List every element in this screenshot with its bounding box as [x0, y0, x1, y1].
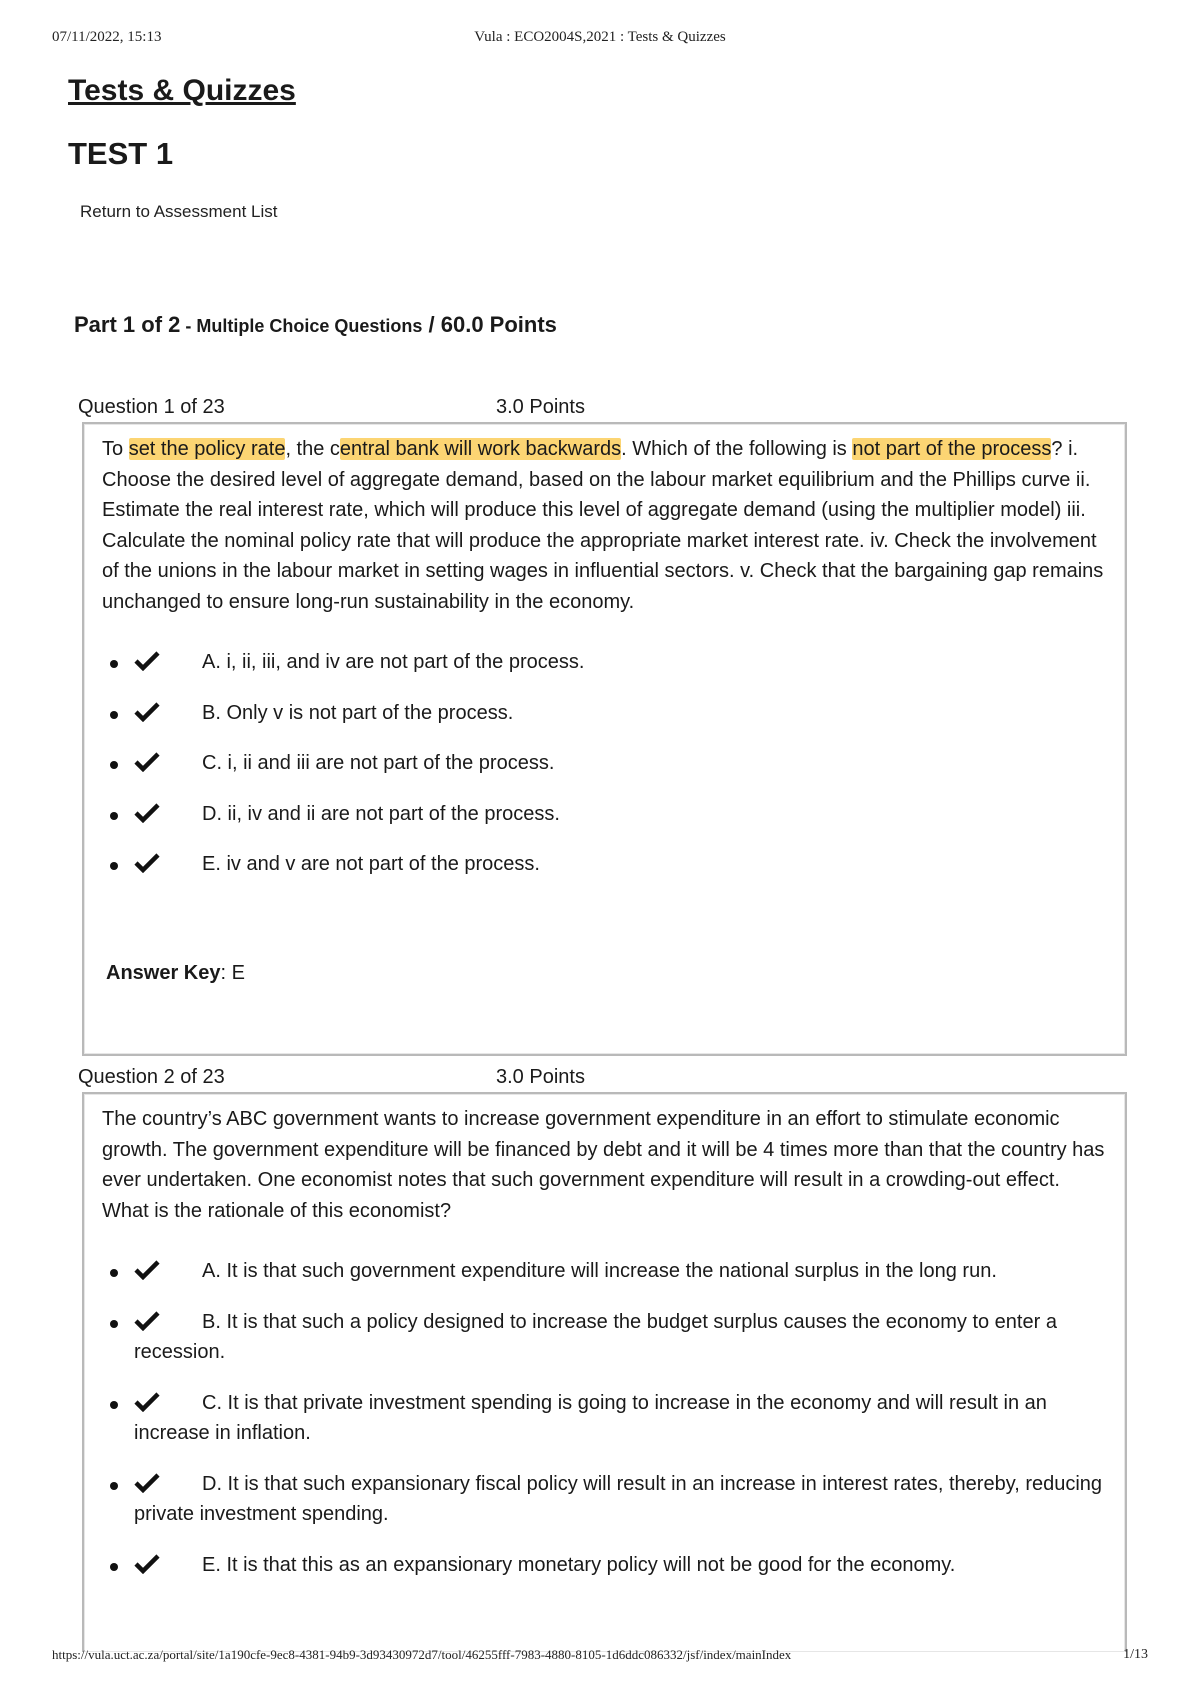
highlighted-text: set the policy rate	[128, 438, 286, 460]
part-title: Multiple Choice Questions	[196, 316, 423, 336]
checkmark-icon	[134, 1260, 168, 1280]
test-title: TEST 1	[68, 136, 174, 171]
answer-option	[102, 1388, 1109, 1449]
answer-option	[102, 799, 1109, 830]
tool-title: Tests & Quizzes	[68, 74, 296, 107]
bullet-icon	[110, 1563, 118, 1571]
print-page-number: 1/13	[1123, 1647, 1148, 1662]
question-text	[102, 434, 1109, 617]
answer-text: B. Only v is not part of the process.	[202, 701, 514, 724]
highlighted-text: entral bank will work backwards	[339, 438, 622, 460]
part-heading	[74, 312, 557, 338]
print-url: https://vula.uct.ac.za/portal/site/1a190cfe-9ec8-4381-94b9-3d93430972d7/tool/46255fff-7983-4880-8105-1d6ddc086332/jsf/index/mainIndex	[52, 1647, 792, 1662]
question-number: Question 1 of 23	[78, 396, 225, 418]
answer-text: B. It is that such a policy designed to increase the budget surplus causes the economy to enter a recession.	[134, 1310, 1057, 1363]
answer-text: D. ii, iv and ii are not part of the process.	[202, 802, 560, 825]
question-box	[82, 1092, 1127, 1652]
answer-text: D. It is that such expansionary fiscal policy will result in an increase in interest rates, thereby, reducing private investment spending.	[134, 1472, 1103, 1525]
bullet-icon	[110, 660, 118, 668]
question-box	[82, 422, 1127, 1056]
answer-list	[102, 1256, 1109, 1580]
answer-text: A. i, ii, iii, and iv are not part of the process.	[202, 651, 585, 673]
answer-key-value: : E	[220, 961, 245, 984]
return-to-assessment-list-link[interactable]: Return to Assessment List	[80, 202, 278, 221]
bullet-icon	[110, 812, 118, 820]
answer-text: C. i, ii and iii are not part of the process.	[202, 752, 555, 774]
part-points: / 60.0 Points	[422, 312, 557, 337]
bullet-icon	[110, 1269, 118, 1277]
answer-option	[102, 1469, 1109, 1530]
question-text-segment: To	[102, 438, 129, 460]
answer-option	[102, 1307, 1109, 1368]
question-text-segment: . Which of the following is	[621, 438, 853, 460]
part-label: Part 1 of 2	[74, 312, 181, 337]
question-points: 3.0 Points	[496, 1066, 585, 1088]
checkmark-icon	[134, 1473, 168, 1493]
bullet-icon	[110, 761, 118, 769]
checkmark-icon	[134, 1554, 168, 1574]
answer-text: C. It is that private investment spending is going to increase in the economy and will result in an increase in inflation.	[134, 1391, 1047, 1444]
bullet-icon	[110, 1320, 118, 1328]
answer-text: E. iv and v are not part of the process.	[202, 853, 540, 875]
answer-option	[102, 698, 1109, 729]
checkmark-icon	[134, 702, 168, 722]
checkmark-icon	[134, 651, 168, 671]
answer-text: E. It is that this as an expansionary monetary policy will not be good for the economy.	[202, 1553, 956, 1576]
answer-option	[102, 1256, 1109, 1287]
answer-key	[102, 962, 1109, 985]
answer-text: A. It is that such government expenditure will increase the national surplus in the long run.	[202, 1260, 997, 1282]
answer-list	[102, 647, 1109, 880]
question-text-segment: ? i. Choose the desired level of aggregate demand, based on the labour market equilibrium and the Phillips curve ii. Estimate the real interest rate, which will produce this level of aggregate demand (using the multiplier model) iii. Calculate the nominal policy rate that will produce the appropriate market interest rate. iv. Check the involvement of the unions in the labour market in setting wages in influential sectors. v. Check that the bargaining gap remains unchanged to ensure long-run sustainability in the economy.	[102, 438, 1104, 613]
checkmark-icon	[134, 803, 168, 823]
answer-key-label: Answer Key	[106, 961, 221, 984]
bullet-icon	[110, 862, 118, 870]
bullet-icon	[110, 1482, 118, 1490]
print-datetime: 07/11/2022, 15:13	[52, 29, 162, 45]
checkmark-icon	[134, 752, 168, 772]
answer-option	[102, 1550, 1109, 1581]
part-separator: -	[180, 316, 197, 336]
bullet-icon	[110, 711, 118, 719]
bullet-icon	[110, 1401, 118, 1409]
answer-option	[102, 748, 1109, 779]
question-text: The country’s ABC government wants to increase government expenditure in an effort to stimulate economic growth. The government expenditure will be financed by debt and it will be 4 times more than that the country has ever undertaken. One economist notes that such government expenditure will result in a crowding-out effect. What is the rationale of this economist?	[102, 1108, 1105, 1222]
print-page-title: Vula : ECO2004S,2021 : Tests & Quizzes	[474, 29, 726, 45]
question-header	[78, 1066, 585, 1089]
question-header	[78, 396, 585, 419]
answer-option	[102, 647, 1109, 678]
checkmark-icon	[134, 853, 168, 873]
question-points: 3.0 Points	[496, 396, 585, 418]
question-number: Question 2 of 23	[78, 1066, 225, 1088]
answer-option	[102, 849, 1109, 880]
highlighted-text: not part of the process	[852, 438, 1052, 460]
question-text-segment: , the c	[285, 438, 340, 460]
checkmark-icon	[134, 1311, 168, 1331]
checkmark-icon	[134, 1392, 168, 1412]
